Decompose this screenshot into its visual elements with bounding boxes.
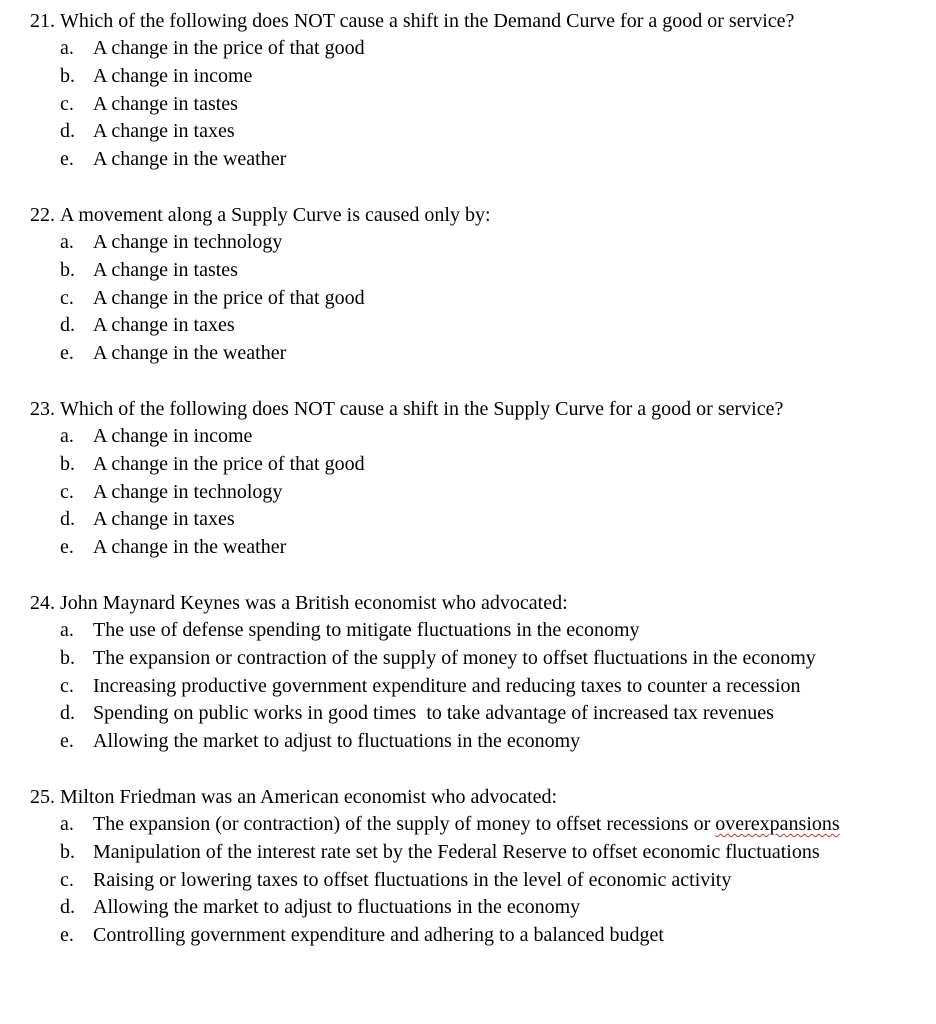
option-letter: b. <box>60 840 75 863</box>
option-text: Allowing the market to adjust to fluctuations in the economy <box>93 896 581 919</box>
option-a <box>30 617 936 645</box>
option-letter: a. <box>60 618 74 641</box>
option-letter: b. <box>60 258 75 281</box>
option-letter: c. <box>60 92 74 115</box>
option-d <box>30 506 936 534</box>
spellcheck-flagged-word[interactable]: overexpansions <box>715 812 840 835</box>
option-c <box>30 479 936 507</box>
option-text: The use of defense spending to mitigate fluctuations in the economy <box>93 618 640 641</box>
option-d <box>30 118 936 146</box>
option-c <box>30 673 936 701</box>
option-letter: e. <box>60 342 74 365</box>
question-25 <box>30 783 936 950</box>
option-c <box>30 285 936 313</box>
option-b <box>30 257 936 285</box>
option-letter: b. <box>60 646 75 669</box>
option-c <box>30 91 936 119</box>
option-text: A change in the weather <box>93 342 287 365</box>
question-21 <box>30 7 936 174</box>
option-list <box>30 35 936 174</box>
question-stem <box>30 201 936 229</box>
option-letter: c. <box>60 868 74 891</box>
option-d <box>30 700 936 728</box>
option-text: A change in the price of that good <box>93 37 365 59</box>
option-list <box>30 229 936 368</box>
question-text: Which of the following does NOT cause a shift in the Supply Curve for a good or service? <box>60 397 784 420</box>
option-letter: d. <box>60 896 75 919</box>
option-text <box>93 811 840 839</box>
option-text: Controlling government expenditure and adhering to a balanced budget <box>93 924 664 947</box>
option-text: A change in tastes <box>93 92 238 115</box>
question-text: A movement along a Supply Curve is caused only by: <box>60 203 491 226</box>
option-letter: e. <box>60 536 74 559</box>
option-letter: d. <box>60 314 75 337</box>
option-text: Increasing productive government expenditure and reducing taxes to counter a recession <box>93 674 801 697</box>
question-text: Milton Friedman was an American economist who advocated: <box>60 785 558 808</box>
question-number: 24. <box>30 591 55 614</box>
option-text: A change in the price of that good <box>93 286 365 309</box>
option-a <box>30 229 936 257</box>
option-d <box>30 312 936 340</box>
option-text: A change in taxes <box>93 314 235 337</box>
option-text: Manipulation of the interest rate set by the Federal Reserve to offset economic fluctuations <box>93 840 820 863</box>
question-22 <box>30 201 936 368</box>
option-letter: a. <box>60 230 74 253</box>
option-e <box>30 340 936 368</box>
option-text: A change in the price of that good <box>93 452 365 475</box>
option-letter: e. <box>60 148 74 171</box>
option-text: A change in technology <box>93 480 283 503</box>
option-text: A change in income <box>93 424 253 447</box>
option-letter: e. <box>60 924 74 947</box>
option-b <box>30 451 936 479</box>
option-e <box>30 146 936 174</box>
option-letter: e. <box>60 730 74 753</box>
option-letter: d. <box>60 702 75 725</box>
option-list <box>30 811 936 950</box>
option-text: A change in the weather <box>93 536 287 559</box>
option-b <box>30 63 936 91</box>
question-number: 22. <box>30 203 55 226</box>
option-letter: c. <box>60 286 74 309</box>
option-letter: a. <box>60 37 74 59</box>
option-letter: b. <box>60 64 75 87</box>
option-text: A change in the weather <box>93 148 287 171</box>
option-list <box>30 423 936 562</box>
question-stem <box>30 589 936 617</box>
option-text: Spending on public works in good times to take advantage of increased tax revenues <box>93 702 774 725</box>
question-number: 25. <box>30 785 55 808</box>
option-a <box>30 811 936 839</box>
question-stem <box>30 395 936 423</box>
question-text: Which of the following does NOT cause a shift in the Demand Curve for a good or service? <box>60 10 795 32</box>
option-letter: c. <box>60 480 74 503</box>
option-text: A change in tastes <box>93 258 238 281</box>
option-a <box>30 423 936 451</box>
question-24 <box>30 589 936 756</box>
option-letter: d. <box>60 120 75 143</box>
option-letter: b. <box>60 452 75 475</box>
option-d <box>30 894 936 922</box>
option-letter: c. <box>60 674 74 697</box>
option-text-lead: The expansion (or contraction) of the supply of money to offset recessions or <box>93 812 716 835</box>
question-number: 23. <box>30 397 55 420</box>
option-a <box>30 35 936 63</box>
option-b <box>30 645 936 673</box>
option-b <box>30 839 936 867</box>
option-text: A change in taxes <box>93 120 235 143</box>
option-text: Allowing the market to adjust to fluctuations in the economy <box>93 730 581 753</box>
question-number: 21. <box>30 10 55 32</box>
option-e <box>30 728 936 756</box>
question-23 <box>30 395 936 562</box>
option-c <box>30 867 936 895</box>
question-stem <box>30 7 936 35</box>
option-text: A change in taxes <box>93 508 235 531</box>
option-e <box>30 534 936 562</box>
question-stem <box>30 783 936 811</box>
option-text: A change in technology <box>93 230 283 253</box>
option-e <box>30 922 936 950</box>
option-text: Raising or lowering taxes to offset fluctuations in the level of economic activity <box>93 868 732 891</box>
question-text: John Maynard Keynes was a British economist who advocated: <box>60 591 568 614</box>
option-list <box>30 617 936 756</box>
option-letter: a. <box>60 812 74 835</box>
option-text: A change in income <box>93 64 253 87</box>
option-text: The expansion or contraction of the supply of money to offset fluctuations in the economy <box>93 646 816 669</box>
option-letter: a. <box>60 424 74 447</box>
option-letter: d. <box>60 508 75 531</box>
